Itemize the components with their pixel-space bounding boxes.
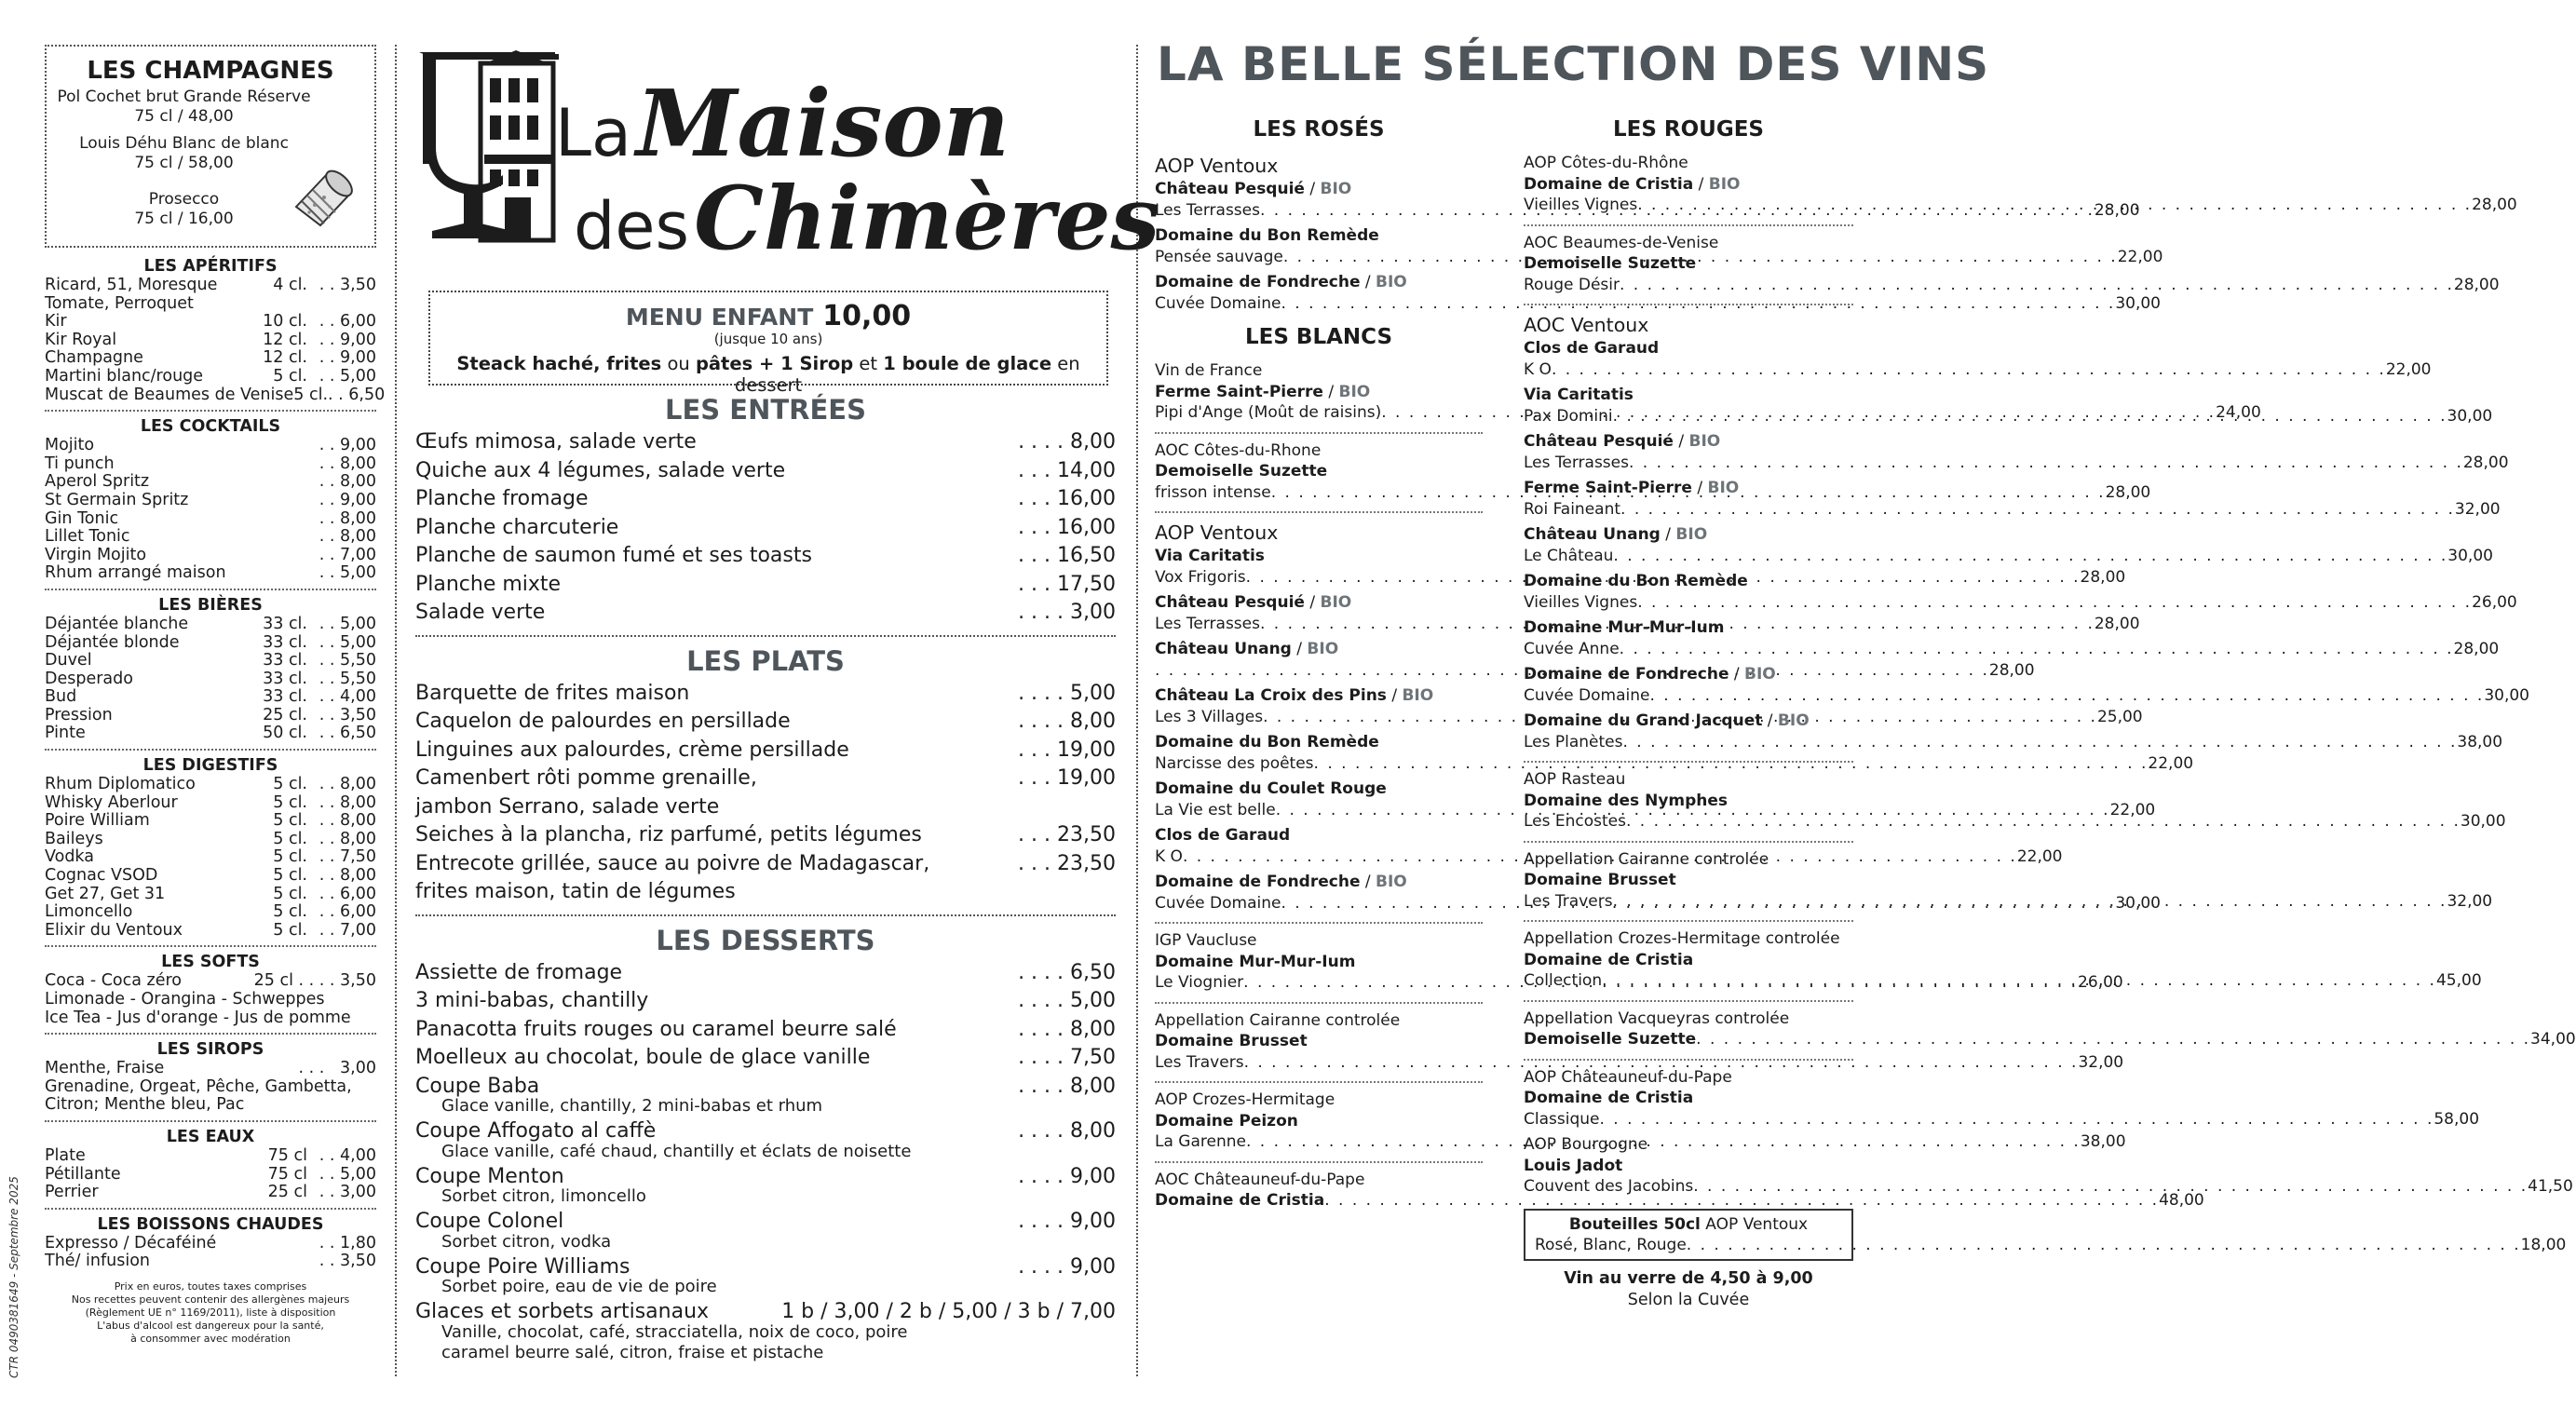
list-item: Martini blanc/rouge 5 cl. . . 5,00 [45,366,376,386]
wine-domain: Ferme Saint-Pierre / BIO [1155,382,1371,401]
wine-domain: Château Unang / BIO [1524,525,1708,544]
divider [1155,432,1483,434]
champagne-name: Pol Cochet brut Grande Réserve [57,88,311,106]
divider [45,410,376,412]
menu-item: Coupe Baba . . . . 8,00 [415,1074,1116,1098]
food-column [415,391,1116,1364]
wine-appellation: Vin de France [1155,361,1263,380]
wine-domain: Château La Croix des Pins / BIO [1155,686,1434,705]
list-item: Ice Tea - Jus d'orange - Jus de pomme [45,1008,351,1027]
wine-domain: Domaine du Grand Jacquet / BIO [1524,711,1810,730]
wine-appellation: AOP Châteauneuf-du-Pape [1524,1067,1732,1087]
plats-title: LES PLATS [686,644,845,677]
wine-entry [1524,711,2503,752]
side-code: CTR 0490381649 - Septembre 2025 [7,1176,20,1378]
menu-item-detail: Glace vanille, café chaud, chantilly et éclats de noisette [441,1141,912,1161]
menu-item-detail: caramel beurre salé, citron, fraise et pistache [441,1342,824,1362]
divider [45,749,376,751]
list-item: Mojito . . 9,00 [45,436,376,455]
list-item: Aperol Spritz . . 8,00 [45,472,376,492]
menu-item: Coupe Menton . . . . 9,00 [415,1164,1116,1188]
wine-domain: Demoiselle Suzette [1155,462,1328,481]
menu-item: Coupe Poire Williams . . . . 9,00 [415,1254,1116,1279]
champagnes-box [45,45,376,248]
logo-text-chimeres: Chimères [694,168,1160,270]
list-item: Rhum arrangé maison . . 5,00 [45,563,376,583]
divider [1155,1161,1483,1163]
wine-domain: Via Caritatis [1524,386,1634,404]
list-item: Ti punch . . 8,00 [45,454,376,473]
chaudes-title: LES BOISSONS CHAUDES [97,1214,324,1234]
wine-row: Pensée sauvage . . . 22,00 [1155,247,1483,268]
wine-domain: Domaine de Cristia / BIO [1524,174,1741,194]
list-item: Gin Tonic . . 8,00 [45,508,376,528]
entrees-title: LES ENTRÉES [665,394,866,426]
wine-row: Couvent des Jacobins . . . 41,50 [1524,1176,1853,1198]
menu-item: Barquette de frites maison . . . . 5,00 [415,681,1116,705]
list-item: Bud 33 cl. . . 4,00 [45,687,376,707]
wine-domain: Château Pesquié / BIO [1155,180,1352,198]
divider [45,1033,376,1035]
wine-appellation: AOP Crozes-Hermitage [1155,1090,1335,1109]
wine-domain: Domaine de Fondreche / BIO [1155,273,1407,291]
bio-label: BIO [1320,593,1352,612]
menu-item: Assiette de fromage . . . . 6,50 [415,960,1116,984]
menu-item: Planche charcuterie . . . 16,00 [415,515,1116,539]
aperitifs-list [45,276,386,404]
menu-item: Moelleux au chocolat, boule de glace vanille . . . . 7,50 [415,1046,1116,1069]
list-item: Citron; Menthe bleu, Pac [45,1095,245,1115]
digestifs-list [45,776,376,940]
wine-row: Les Travers . . . 32,00 [1155,1052,1483,1074]
wine-row: frisson intense . . . 28,00 [1155,482,1483,504]
wine-domain: Domaine Mur-Mur-Ium [1155,952,1356,971]
wine-domain: Domaine du Bon Remède [1155,226,1379,245]
list-item: Get 27, Get 31 5 cl. . . 6,00 [45,884,376,903]
wine-domain: Domaine de Cristia [1524,950,1694,969]
list-item: Whisky Aberlour 5 cl. . . 8,00 [45,792,376,812]
wine-row: Cuvée Domaine . . . 30,00 [1155,293,1483,315]
menu-item: Planche fromage . . . 16,00 [415,487,1116,510]
bio-label: BIO [1376,873,1407,891]
appellation-group: AOP Ventoux [1155,521,1279,544]
menu-enfant-description: Steack haché, frites ou pâtes + 1 Sirop et 1 boule de glace en dessert [456,353,1080,396]
wine-row: Pax Domini . . . 30,00 [1524,406,1853,427]
wine-domain: Domaine du Bon Remède [1155,733,1379,751]
wine-row: Les Encostes . . . 30,00 [1524,811,1853,833]
bio-label: BIO [1707,479,1740,497]
menu-item-detail: Sorbet citron, limoncello [441,1186,646,1206]
drinks-column [45,45,386,1346]
champagnes-title: LES CHAMPAGNES [87,57,334,85]
appellation-group: AOC Ventoux [1524,314,1649,336]
wine-appellation: AOP Bourgogne [1524,1135,1648,1154]
desserts-title: LES DESSERTS [656,924,875,956]
menu-item: Panacotta fruits rouges ou caramel beurre salé . . . . 8,00 [415,1017,1116,1041]
wine-entry [1524,431,2509,473]
wine-domain: Domaine Peizon [1155,1111,1298,1130]
menu-item: Seiches à la plancha, riz parfumé, petits légumes . . . 23,50 [415,823,1116,846]
wine-appellation: AOC Beaumes-de-Venise [1524,233,1719,252]
wine-row: Les Planètes . . . 38,00 [1524,732,1853,753]
legal-notes: Prix en euros, toutes taxes comprises Nos recettes peuvent contenir des allergènes majeurs (Règlement UE n° 1169/2011), liste à disposition L'abus d'alcool est dangereux pour la santé, à consommer avec modération [71,1279,350,1345]
wine-row: Vieilles Vignes . . . 26,00 [1524,592,1853,614]
champagne-name: Prosecco [148,190,220,209]
bieres-title: LES BIÈRES [158,595,263,615]
menu-item: jambon Serrano, salade verte [415,794,720,819]
list-item: Desperado 33 cl. . . 5,50 [45,669,376,688]
divider [1524,1059,1853,1061]
list-item: Vodka 5 cl. . . 7,50 [45,847,376,867]
wine-row: La Vie est belle . . . 22,00 [1155,800,1483,821]
menu-item: Coupe Affogato al caffè . . . . 8,00 [415,1119,1116,1143]
wine-entry [1524,571,2517,613]
wine-domain: Via Caritatis [1155,547,1265,565]
list-item: Déjantée blonde 33 cl. . . 5,00 [45,632,376,652]
wine-row: Roi Faineant . . . 32,00 [1524,499,1853,521]
list-item: Kir 10 cl. . . 6,00 [45,312,376,332]
bio-label: BIO [1402,686,1434,705]
list-item: Thé/ infusion . . 3,50 [45,1252,376,1271]
menu-item: Camenbert rôti pomme grenaille, . . . 19,00 [415,766,1116,790]
wine-domain: Château Pesquié / BIO [1155,593,1352,612]
logo-text-des: des [574,188,689,264]
softs-title: LES SOFTS [161,953,260,972]
eaux-title: LES EAUX [166,1127,255,1146]
eaux-list [45,1147,376,1202]
cocktails-list [45,437,376,583]
bio-label: BIO [1376,273,1407,291]
wine-row: K O . . . 22,00 [1155,846,1483,868]
wine-row: Les Terrasses . . . 28,00 [1155,614,1483,635]
list-item: Limoncello 5 cl. . . 6,00 [45,902,376,922]
list-item: Rhum Diplomatico 5 cl. . . 8,00 [45,775,376,794]
wine-row: Les Terrasses . . . 28,00 [1155,200,1483,222]
list-item: Lillet Tonic . . 8,00 [45,527,376,547]
list-item: St Germain Spritz . . 9,00 [45,490,376,509]
divider [1524,841,1853,843]
wine-row: Demoiselle Suzette . . . 34,00 [1524,1029,1853,1050]
list-item: Menthe, Fraise . . . 3,00 [45,1059,376,1078]
wine-domain: Clos de Garaud [1155,826,1291,845]
divider [1155,511,1483,513]
wine-domain: Domaine de Fondreche / BIO [1155,873,1407,891]
logo-text-la: La [555,95,631,171]
wine-row: Cuvée Domaine . . . 30,00 [1155,893,1483,914]
list-item: Poire William 5 cl. . . 8,00 [45,811,376,831]
divider [1524,920,1853,922]
wine-appellation: Appellation Crozes-Hermitage controlée [1524,929,1840,948]
wine-domain: Domaine du Coulet Rouge [1155,779,1387,798]
wine-appellation: AOC Châteauneuf-du-Pape [1155,1170,1365,1189]
menu-item: Planche de saumon fumé et ses toasts . . . 16,50 [415,544,1116,567]
list-item: Cognac VSOD 5 cl. . . 8,00 [45,866,376,886]
menu-item: Entrecote grillée, sauce au poivre de Madagascar, . . . 23,50 [415,851,1116,875]
wine-appellation: Appellation Cairanne controlée [1524,849,1769,869]
list-item: Muscat de Beaumes de Venise 5 cl. . . 6,50 [45,385,386,404]
menu-enfant-box [428,291,1108,396]
menu-item-detail: Sorbet citron, vodka [441,1231,612,1252]
bio-label: BIO [1744,665,1776,684]
menu-item: Caquelon de palourdes en persillade . . . . 8,00 [415,710,1116,733]
rouges-title: LES ROUGES [1612,117,1765,142]
wine-row: Les Terrasses . . . 28,00 [1524,453,1853,474]
list-item: Duvel 33 cl. . . 5,50 [45,651,376,670]
wine-row: Cuvée Anne . . . 28,00 [1524,639,1853,660]
divider [1524,761,1853,763]
menu-item-detail: Sorbet poire, eau de vie de poire [441,1277,717,1296]
bio-label: BIO [1777,711,1810,730]
wine-domain: Château Unang / BIO [1155,640,1339,658]
divider [1524,304,1853,305]
wine-row: Cuvée Domaine . . . 30,00 [1524,685,1853,707]
menu-enfant-age: (jusque 10 ans) [713,331,823,347]
divider [1155,1081,1483,1083]
wine-entry [1524,1067,2480,1130]
wines-title: LA BELLE SÉLECTION DES VINS [1157,37,1990,91]
list-item: Limonade - Orangina - Schweppes [45,990,325,1009]
menu-item: Œufs mimosa, salade verte . . . . 8,00 [415,430,1116,454]
bio-label: BIO [1320,180,1352,198]
wine-domain: Ferme Saint-Pierre / BIO [1524,479,1740,497]
wine-row: Le Château . . . 30,00 [1524,546,1853,567]
wine-appellation: AOP Côtes-du-Rhône [1524,154,1688,172]
list-item: Coca - Coca zéro 25 cl . . . . 3,50 [45,971,376,991]
menu-item: Coupe Colonel . . . . 9,00 [415,1210,1116,1233]
list-item: Elixir du Ventoux 5 cl. . . 7,00 [45,920,376,940]
wine-appellation: Appellation Cairanne controlée [1155,1010,1401,1030]
wine-entry [1524,524,2493,566]
list-item: Tomate, Perroquet [45,293,194,313]
blancs-title: LES BLANCS [1244,325,1393,349]
wine-appellation: AOC Côtes-du-Rhone [1155,440,1322,460]
wine-row: Narcisse des poêtes . . . 22,00 [1155,753,1483,775]
wine-domain: Domaine du Bon Remède [1524,572,1748,590]
divider [415,914,1116,916]
wine-row: Collection . . . 45,00 [1524,970,1853,992]
wine-domain: Domaine Brusset [1524,871,1676,889]
wine-appellation: Appellation Vacqueyras controlée [1524,1009,1790,1028]
list-item: Déjantée blanche 33 cl. . . 5,00 [45,614,376,633]
roses-title: LES ROSÉS [1253,117,1385,142]
champagne-price: 75 cl / 16,00 [134,210,234,228]
wine-appellation: IGP Vaucluse [1155,931,1257,950]
menu-item-detail: Glace vanille, chantilly, 2 mini-babas et rhum [441,1096,823,1116]
menu-item: Linguines aux palourdes, crème persillade . . . 19,00 [415,738,1116,762]
aperitifs-title: LES APÉRITIFS [143,257,278,276]
divider [1155,1002,1483,1004]
wine-domain: Domaine Mur-Mur-Ium [1524,618,1725,637]
wine-row: Classique . . . 58,00 [1524,1109,1853,1130]
appellation-group: AOP Ventoux [1155,155,1279,177]
cocktails-title: LES COCKTAILS [140,417,281,437]
bio-label: BIO [1688,432,1721,451]
list-item: Grenadine, Orgeat, Pêche, Gambetta, [45,1076,352,1096]
wine-row: Domaine de Cristia . . . 48,00 [1155,1190,1483,1212]
list-item: Baileys 5 cl. . . 8,00 [45,829,376,848]
wine-row: K O . . . 22,00 [1524,359,1853,381]
menu-enfant-title: MENU ENFANT [625,304,814,331]
wine-domain: Louis Jadot [1524,1156,1623,1175]
list-item: Virgin Mojito . . 7,00 [45,545,376,564]
menu-item: Planche mixte . . . 17,50 [415,572,1116,596]
list-item: Champagne 12 cl. . . 9,00 [45,348,376,368]
list-item: Pétillante 75 cl . . 5,00 [45,1164,376,1184]
menu-item: Quiche aux 4 légumes, salade verte . . . 14,00 [415,458,1116,482]
list-item: Expresso / Décaféiné . . 1,80 [45,1233,376,1252]
wine-row: . . . 28,00 [1155,660,1483,682]
separator-left [395,45,397,1376]
divider [45,1208,376,1210]
list-item: Kir Royal 12 cl. . . 9,00 [45,330,376,349]
divider [1524,1000,1853,1002]
menu-item: Glaces et sorbets artisanaux 1 b / 3,00 / 2 b / 5,00 / 3 b / 7,00 [415,1300,1116,1323]
bieres-list [45,616,376,743]
wine-row: Les Travers . . . 32,00 [1524,891,1853,913]
wine-row: Pipi d'Ange (Moût de raisins) . . . 24,00 [1155,402,1483,424]
divider [45,945,376,947]
restaurant-logo [415,45,1160,278]
wine-domain: Domaine Brusset [1155,1032,1308,1050]
list-item: Plate 75 cl . . 4,00 [45,1145,376,1165]
menu-item: frites maison, tatin de légumes [415,880,736,903]
menu-item-detail: Vanille, chocolat, café, stracciatella, noix de coco, poire [441,1321,908,1342]
champagne-price: 75 cl / 58,00 [134,154,234,172]
champagne-cork-icon [287,149,361,233]
list-item: Perrier 25 cl . . 3,00 [45,1183,376,1202]
champagne-name: Louis Déhu Blanc de blanc [79,134,289,153]
digestifs-title: LES DIGESTIFS [142,756,278,776]
list-item: Pression 25 cl. . . 3,50 [45,705,376,724]
wine-domain: Château Pesquié / BIO [1524,432,1721,451]
wine-domain: Clos de Garaud [1524,339,1660,358]
wine-appellation: AOP Rasteau [1524,770,1626,789]
bio-label: BIO [1307,640,1339,658]
divider [45,1120,376,1122]
divider [415,635,1116,637]
bouteilles-box: Bouteilles 50cl AOP Ventoux Rosé, Blanc, Rouge . . . 18,00 [1524,1209,1853,1261]
wine-row: La Garenne . . . 38,00 [1155,1131,1483,1153]
divider [1155,922,1483,924]
bio-label: BIO [1675,525,1708,544]
wine-row: Le Viognier . . . 26,00 [1155,972,1483,994]
wine-row: Rouge Désir . . . 28,00 [1524,275,1853,296]
divider [1524,224,1853,226]
divider [45,589,376,590]
wine-domain: Domaine de Fondreche / BIO [1524,665,1776,684]
champagne-price: 75 cl / 48,00 [134,107,234,126]
wine-row: Les 3 Villages . . . 25,00 [1155,707,1483,728]
wine-entry [1524,338,2432,380]
list-item: Pinte 50 cl. . . 6,50 [45,724,376,743]
bio-label: BIO [1338,382,1371,401]
wine-row: Vieilles Vignes . . . 28,00 [1524,195,1853,216]
list-item: Ricard, 51, Moresque 4 cl. . . 3,50 [45,276,376,294]
wine-row: Vox Frigoris . . . 28,00 [1155,567,1483,589]
wine-domain: Demoiselle Suzette [1524,254,1697,273]
wine-domain: Domaine des Nymphes [1524,791,1729,810]
logo-text-maison: Maison [636,71,1010,178]
sirops-title: LES SIROPS [156,1040,264,1060]
wine-domain: Domaine de Cristia [1524,1089,1694,1107]
menu-enfant-price: 10,00 [822,300,912,332]
menu-item: Salade verte . . . . 3,00 [415,601,1116,624]
vin-au-verre: Vin au verre de 4,50 à 9,00 Selon la Cuvée [1564,1268,1813,1309]
bio-label: BIO [1708,174,1741,194]
menu-item: 3 mini-babas, chantilly . . . . 5,00 [415,989,1116,1012]
